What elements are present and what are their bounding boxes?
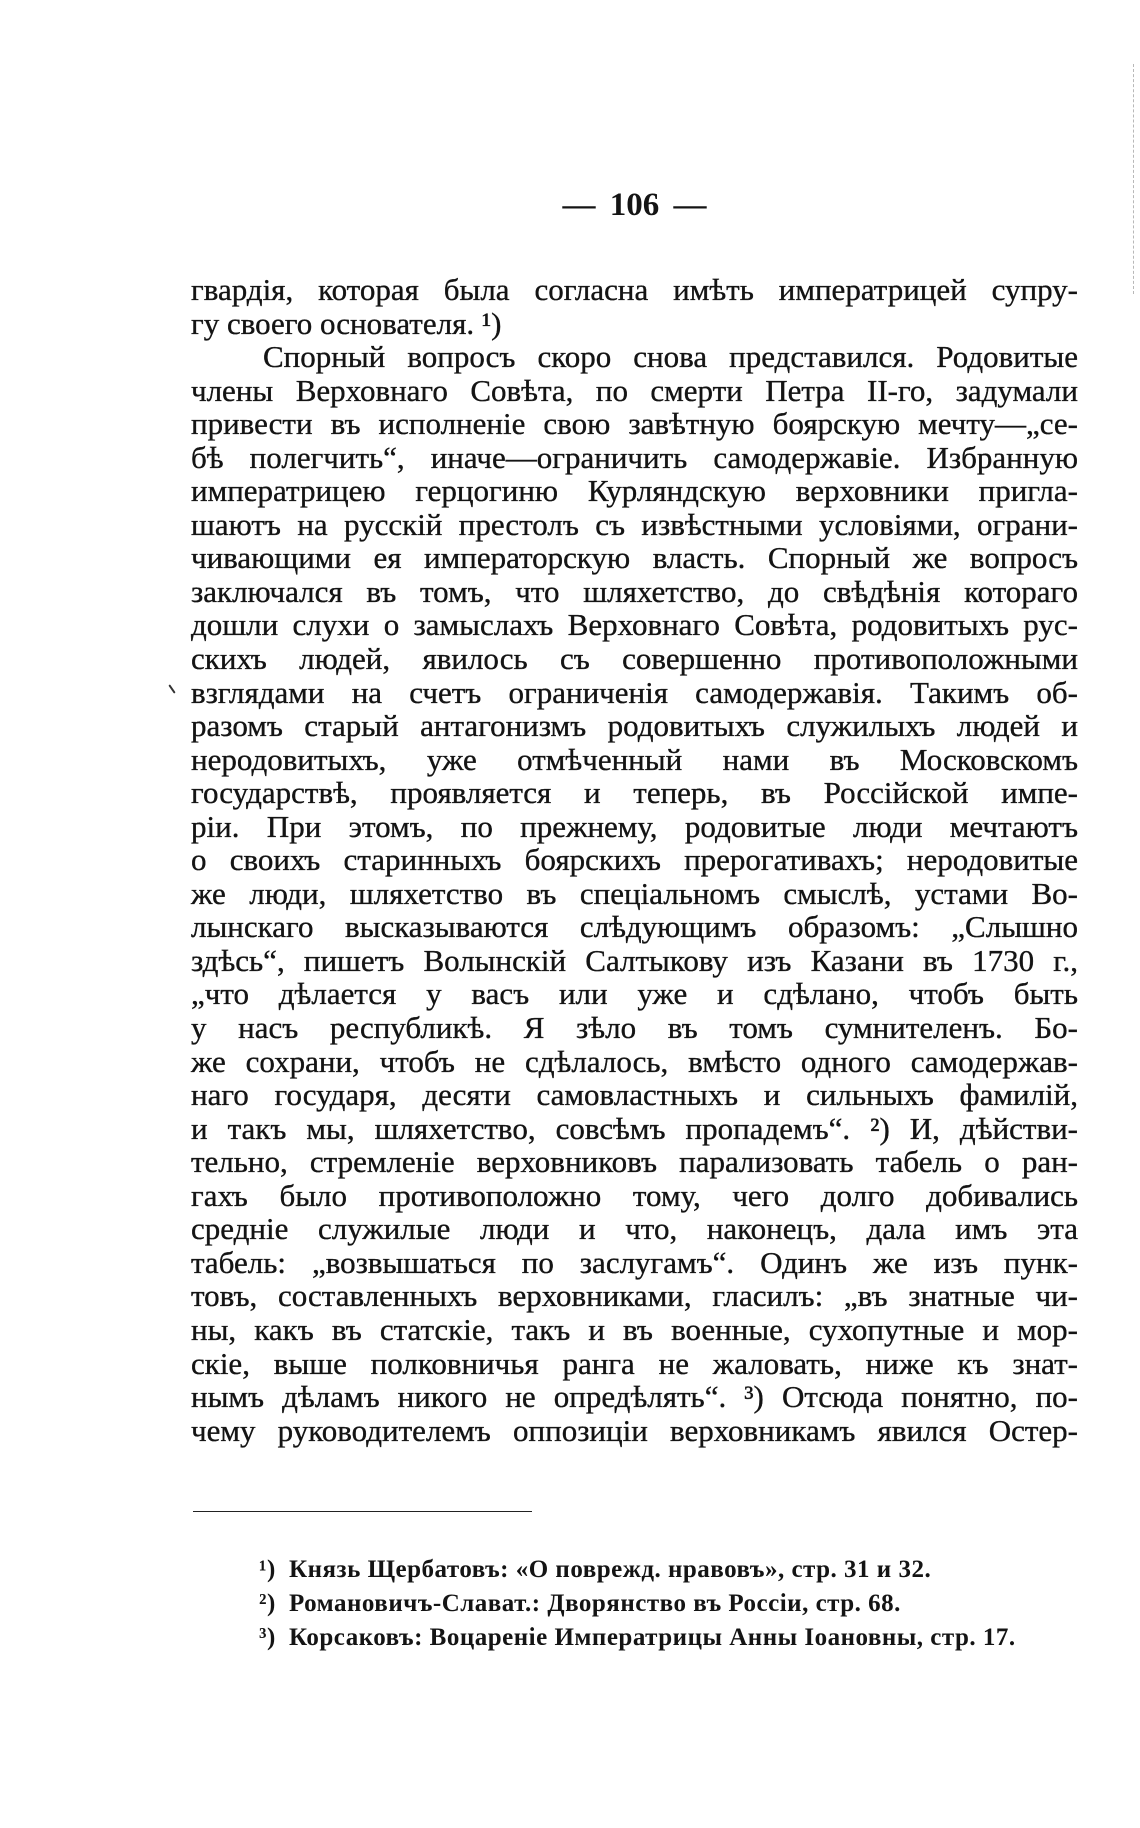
- margin-mark: [168, 684, 175, 693]
- text-line: члены Верховнаго Совѣта, по смерти Петра II-го, задумали: [191, 372, 1078, 408]
- text-line: гу своего основателя. ¹): [191, 305, 502, 341]
- text-line: табель: „возвышаться по заслугамъ“. Одинъ же изъ пунк-: [191, 1244, 1078, 1280]
- text-line: у насъ республикѣ. Я зѣло въ томъ сумнителенъ. Бо-: [191, 1010, 1078, 1046]
- text-line: заключался въ томъ, что шляхетство, до свѣдѣнія котораго: [191, 573, 1078, 609]
- text-line: скихъ людей, явилось съ совершенно противоположными: [191, 641, 1078, 677]
- paragraph: [191, 273, 1078, 340]
- text-line: государствѣ, проявляется и теперь, въ Россійской импе-: [191, 775, 1078, 811]
- paragraph: [191, 340, 1078, 1447]
- footnote-rule: [193, 1511, 532, 1512]
- footnote: [259, 1587, 1016, 1621]
- footnote-text: Князь Щербатовъ: «О поврежд. нравовъ», стр. 31 и 32.: [289, 1556, 932, 1583]
- body-text: [191, 273, 1078, 1447]
- text-line: средніе служилые люди и что, наконецъ, дала имъ эта: [191, 1211, 1078, 1247]
- text-line: разомъ старый антагонизмъ родовитыхъ служилыхъ людей и: [191, 708, 1078, 744]
- text-line: чивающими ея императорскую власть. Спорный же вопросъ: [191, 540, 1078, 576]
- text-line: здѣсь“, пишетъ Волынскій Салтыкову изъ Казани въ 1730 г.,: [191, 942, 1078, 978]
- scan-edge: [1133, 64, 1134, 294]
- text-line: же сохрани, чтобъ не сдѣлалось, вмѣсто одного самодержав-: [191, 1043, 1078, 1079]
- text-line: скіе, выше полковничья ранга не жаловать, ниже къ знат-: [191, 1345, 1078, 1381]
- text-line: тельно, стремленіе верховниковъ парализовать табель о ран-: [191, 1144, 1078, 1180]
- text-line: „что дѣлается у васъ или уже и сдѣлано, чтобъ быть: [191, 976, 1078, 1012]
- text-line: гвардія, которая была согласна имѣть императрицей супру-: [191, 272, 1078, 307]
- text-line: и такъ мы, шляхетство, совсѣмъ пропадемъ“. ²) И, дѣйстви-: [191, 1110, 1078, 1146]
- page-number: — 106 —: [562, 187, 707, 223]
- text-line: императрицею герцогиню Курляндскую верховники пригла-: [191, 473, 1078, 509]
- footnote: [259, 1621, 1016, 1655]
- text-line: бѣ полегчить“, иначе—ограничить самодержавіе. Избранную: [191, 439, 1078, 475]
- footnote-marker: ¹): [259, 1556, 276, 1583]
- footnote-marker: ²): [259, 1590, 276, 1617]
- footnotes: [259, 1553, 1016, 1655]
- text-line: дошли слухи о замыслахъ Верховнаго Совѣта, родовитыхъ рус-: [191, 607, 1078, 643]
- text-line: Спорный вопросъ скоро снова представился. Родовитые: [263, 339, 1078, 375]
- text-line: нымъ дѣламъ никого не опредѣлять“. ³) Отсюда понятно, по-: [191, 1379, 1078, 1415]
- footnote: [259, 1553, 1016, 1587]
- text-line: неродовитыхъ, уже отмѣченный нами въ Московскомъ: [191, 741, 1078, 777]
- footnote-text: Корсаковъ: Воцареніе Императрицы Анны Іоановны, стр. 17.: [289, 1624, 1016, 1651]
- text-line: привести въ исполненіе свою завѣтную боярскую мечту—„се-: [191, 406, 1078, 442]
- text-line: лынскаго высказываются слѣдующимъ образомъ: „Слышно: [191, 909, 1078, 945]
- text-line: взглядами на счетъ ограниченія самодержавія. Такимъ об-: [191, 674, 1078, 710]
- text-line: ны, какъ въ статскіе, такъ и въ военные, сухопутные и мор-: [191, 1311, 1078, 1347]
- text-line: о своихъ старинныхъ боярскихъ прерогативахъ; неродовитые: [191, 842, 1078, 878]
- text-line: шаютъ на русскій престолъ съ извѣстными условіями, ограни-: [191, 506, 1078, 542]
- footnote-text: Романовичъ-Слават.: Дворянство въ Россіи, стр. 68.: [289, 1590, 901, 1617]
- text-line: товъ, составленныхъ верховниками, гласилъ: „въ знатные чи-: [191, 1278, 1078, 1314]
- text-line: чему руководителемъ оппозиціи верховникамъ явился Остер-: [191, 1412, 1078, 1448]
- footnote-marker: ³): [259, 1624, 276, 1651]
- text-line: же люди, шляхетство въ спеціальномъ смыслѣ, устами Во-: [191, 875, 1078, 911]
- text-line: ріи. При этомъ, по прежнему, родовитые люди мечтаютъ: [191, 808, 1078, 844]
- text-line: наго государя, десяти самовластныхъ и сильныхъ фамилій,: [191, 1077, 1078, 1113]
- text-line: гахъ было противоположно тому, чего долго добивались: [191, 1177, 1078, 1213]
